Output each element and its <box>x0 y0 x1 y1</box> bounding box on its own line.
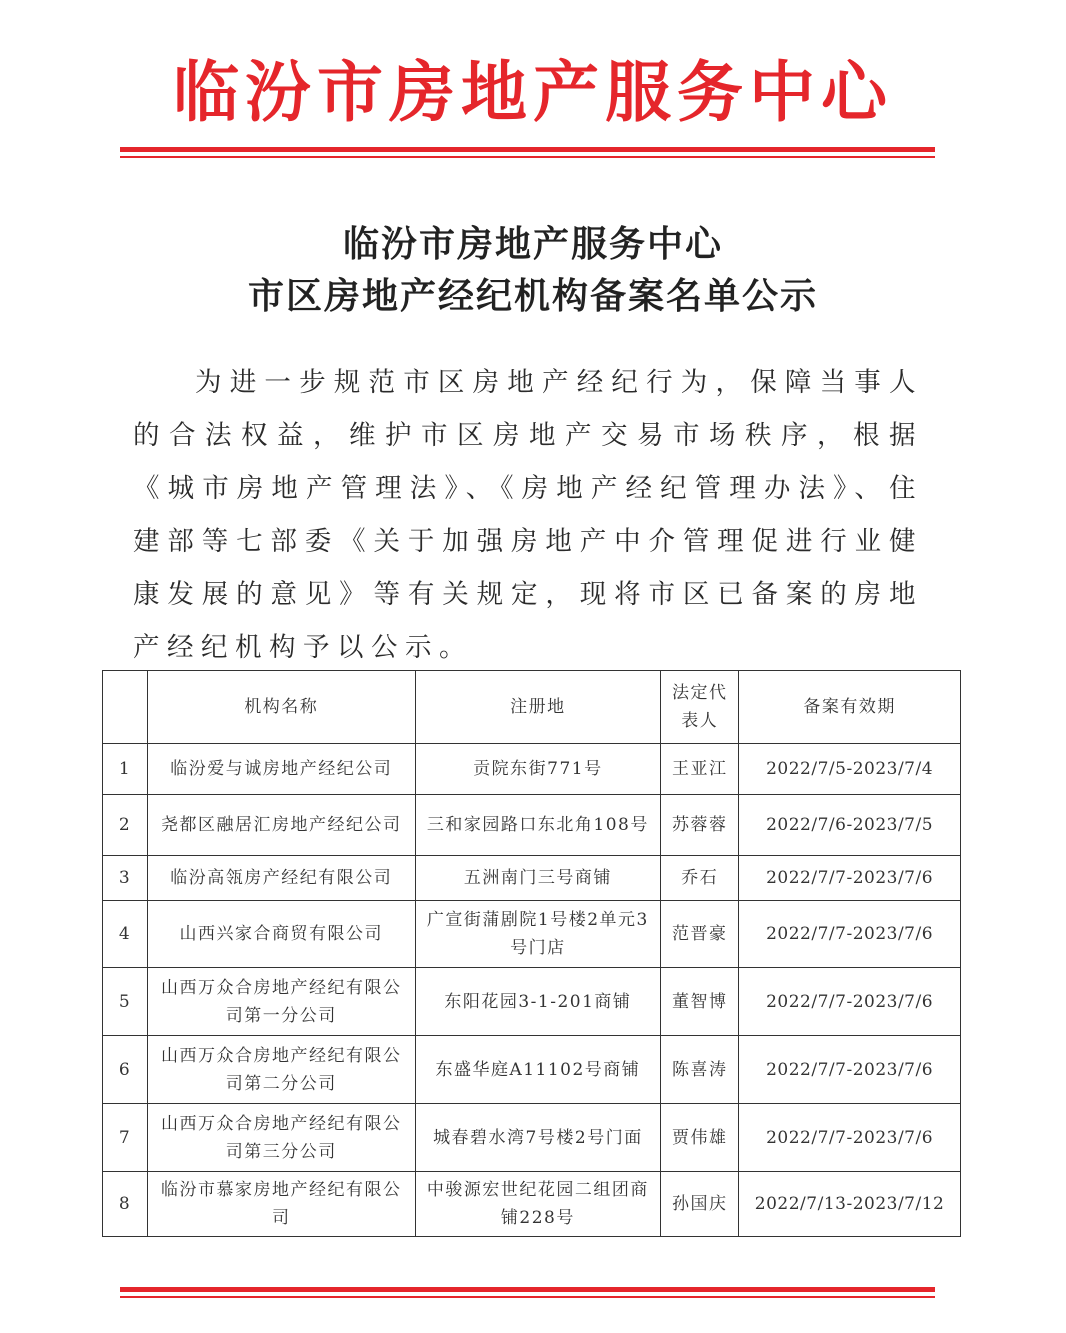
header-validity-period: 备案有效期 <box>739 671 961 744</box>
registered-address: 东阳花园3-1-201商铺 <box>415 968 661 1036</box>
footer-divider-thick <box>120 1287 935 1292</box>
agency-name: 山西万众合房地产经纪有限公司第一分公司 <box>147 968 415 1036</box>
agency-name: 尧都区融居汇房地产经纪公司 <box>147 795 415 856</box>
row-index: 2 <box>103 795 148 856</box>
legal-representative: 贾伟雄 <box>661 1104 739 1172</box>
table-row <box>103 856 961 901</box>
validity-period: 2022/7/7-2023/7/6 <box>739 901 961 968</box>
registered-address: 五洲南门三号商铺 <box>415 856 661 901</box>
row-index: 1 <box>103 744 148 795</box>
row-index: 3 <box>103 856 148 901</box>
table-row <box>103 795 961 856</box>
registered-address: 东盛华庭A11102号商铺 <box>415 1036 661 1104</box>
table-row <box>103 901 961 968</box>
header-legal-representative: 法定代表人 <box>661 671 739 744</box>
table-row <box>103 1104 961 1172</box>
table-header-row <box>103 671 961 744</box>
row-index: 7 <box>103 1104 148 1172</box>
legal-representative: 王亚江 <box>661 744 739 795</box>
header-index <box>103 671 148 744</box>
agency-name: 临汾爱与诚房地产经纪公司 <box>147 744 415 795</box>
agency-name: 山西万众合房地产经纪有限公司第三分公司 <box>147 1104 415 1172</box>
masthead-divider-thick <box>120 147 935 152</box>
table-row <box>103 1172 961 1237</box>
agency-name: 临汾市慕家房地产经纪有限公司 <box>147 1172 415 1237</box>
agency-name: 山西万众合房地产经纪有限公司第二分公司 <box>147 1036 415 1104</box>
validity-period: 2022/7/7-2023/7/6 <box>739 1036 961 1104</box>
validity-period: 2022/7/7-2023/7/6 <box>739 856 961 901</box>
notice-title-line2: 市区房地产经纪机构备案名单公示 <box>247 276 818 317</box>
validity-period: 2022/7/7-2023/7/6 <box>739 968 961 1036</box>
footer-divider-thin <box>120 1296 935 1298</box>
registered-address: 三和家园路口东北角108号 <box>415 795 661 856</box>
registered-address: 贡院东街771号 <box>415 744 661 795</box>
notice-body-paragraph: 为进一步规范市区房地产经纪行为，保障当事人的合法权益，维护市区房地产交易市场秩序，根据《城市房地产管理法》、《房地产经纪管理办法》、住建部等七部委《关于加强房地产中介管理促进行业健康发展的意见》等有关规定，现将市区已备案的房地产经纪机构予以公示。 <box>133 367 923 663</box>
validity-period: 2022/7/7-2023/7/6 <box>739 1104 961 1172</box>
legal-representative: 陈喜涛 <box>661 1036 739 1104</box>
validity-period: 2022/7/5-2023/7/4 <box>739 744 961 795</box>
agency-registry-table <box>102 670 961 1237</box>
row-index: 5 <box>103 968 148 1036</box>
row-index: 4 <box>103 901 148 968</box>
row-index: 6 <box>103 1036 148 1104</box>
legal-representative: 范晋豪 <box>661 901 739 968</box>
masthead-divider-thin <box>120 156 935 158</box>
validity-period: 2022/7/13-2023/7/12 <box>739 1172 961 1237</box>
registered-address: 中骏源宏世纪花园二组团商铺228号 <box>415 1172 661 1237</box>
registered-address: 广宣街蒲剧院1号楼2单元3号门店 <box>415 901 661 968</box>
table-row <box>103 744 961 795</box>
header-agency-name: 机构名称 <box>147 671 415 744</box>
agency-name: 山西兴家合商贸有限公司 <box>147 901 415 968</box>
masthead-title: 临汾市房地产服务中心 <box>173 53 893 131</box>
header-registered-address: 注册地 <box>415 671 661 744</box>
legal-representative: 苏蓉蓉 <box>661 795 739 856</box>
table-row <box>103 1036 961 1104</box>
legal-representative: 孙国庆 <box>661 1172 739 1237</box>
legal-representative: 乔石 <box>661 856 739 901</box>
registered-address: 城春碧水湾7号楼2号门面 <box>415 1104 661 1172</box>
row-index: 8 <box>103 1172 148 1237</box>
validity-period: 2022/7/6-2023/7/5 <box>739 795 961 856</box>
table-row <box>103 968 961 1036</box>
notice-title-line1: 临汾市房地产服务中心 <box>342 224 723 265</box>
agency-name: 临汾高瓴房产经纪有限公司 <box>147 856 415 901</box>
legal-representative: 董智博 <box>661 968 739 1036</box>
